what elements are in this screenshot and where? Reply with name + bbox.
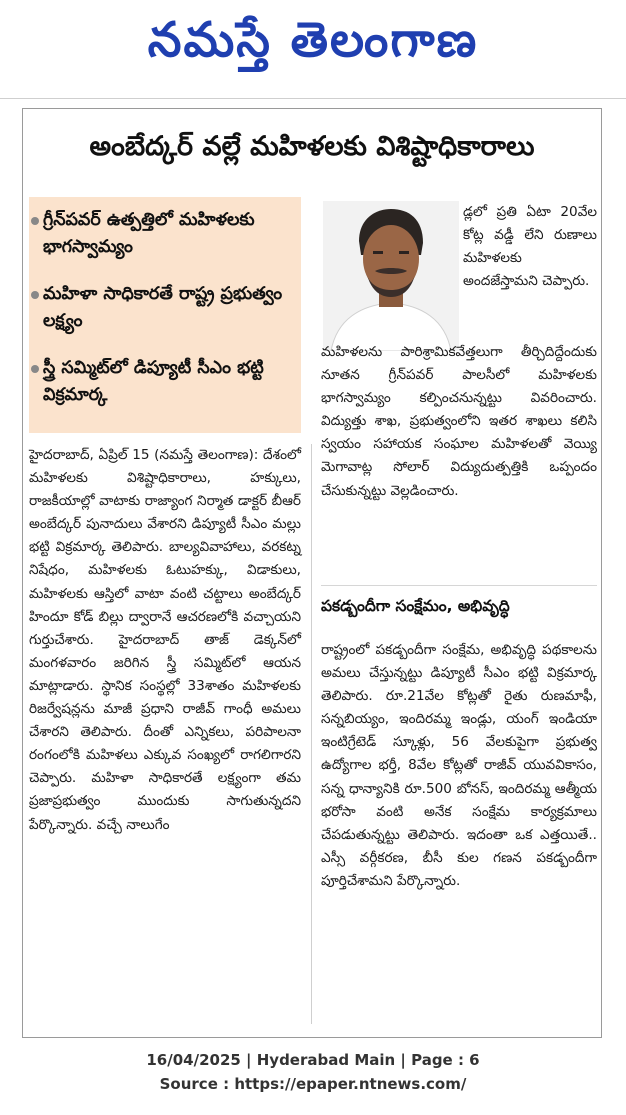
section-divider bbox=[321, 585, 597, 586]
person-portrait-icon bbox=[323, 201, 459, 351]
bullet-icon bbox=[31, 217, 39, 225]
page-footer bbox=[0, 1048, 626, 1096]
portrait-photo bbox=[323, 201, 459, 351]
article-headline: అంబేద్కర్ వల్లే మహిళలకు విశిష్టాధికారాలు bbox=[89, 131, 535, 162]
article-body-right: మహిళలను పారిశ్రామికవేత్తలుగా తీర్చిదిద్దేందుకు నూతన గ్రీన్‌పవర్ పాలసీలో మహిళలకు భాగస్వామ్యం కల్పించనున్నట్టు వివరించారు. విద్యుత్తు శాఖ, ప్రభుత్వంలోని ఇతర శాఖలు కలిసి స్వయం సహాయక సంఘాల మహిళలతో వెయ్యి మెగావాట్ల సోలార్ విద్యుదుత్పత్తికి ఒప్పందం చేసుకున్నట్టు వెల్లడించారు. bbox=[321, 344, 597, 499]
masthead-title: నమస్తే తెలంగాణ bbox=[147, 12, 479, 68]
highlight-item bbox=[43, 207, 293, 261]
highlight-text: మహిళా సాధికారతే రాష్ట్ర ప్రభుత్వం లక్ష్యం bbox=[43, 284, 283, 331]
column-divider bbox=[311, 444, 312, 1024]
source-link[interactable]: Source : https://epaper.ntnews.com/ bbox=[159, 1075, 467, 1093]
bullet-icon bbox=[31, 291, 39, 299]
highlight-text: గ్రీన్‌పవర్ ఉత్పత్తిలో మహిళలకు భాగస్వామ్యం bbox=[43, 210, 255, 257]
section-subheading: పకడ్బందీగా సంక్షేమం, అభివృద్ధి bbox=[321, 597, 510, 615]
highlights-box bbox=[29, 197, 301, 433]
article-body-right-2: రాష్ట్రంలో పకడ్బందీగా సంక్షేమ, అభివృద్ధి పథకాలను అమలు చేస్తున్నట్టు డిప్యూటీ సీఎం భట్టి విక్రమార్క తెలిపారు. రూ.21వేల కోట్లతో రైతు రుణమాఫీ, సన్నబియ్యం, ఇందిరమ్మ ఇండ్లు, యంగ్ ఇండియా ఇంటిగ్రేటెడ్ స్కూళ్లు, 56 వేలకుపైగా ప్రభుత్వ ఉద్యోగాల భర్తీ, 8వేల కోట్లతో రాజీవ్ యువవికాసం, సన్న ధాన్యానికి రూ.500 బోనస్, ఇందిరమ్మ ఆత్మీయ భరోసా వంటి అనేక సంక్షేమ కార్యక్రమాలు చేపడుతున్నట్టు తెలిపారు. ఇదంతా ఒక ఎత్తయితే.. ఎస్సీ వర్గీకరణ, బీసీ కుల గణన పకడ్బందీగా పూర్తిచేశామని పేర్కొన్నారు. bbox=[321, 642, 597, 889]
masthead bbox=[0, 0, 626, 92]
edition-info: 16/04/2025 | Hyderabad Main | Page : 6 bbox=[146, 1051, 480, 1069]
masthead-divider bbox=[0, 98, 626, 99]
bullet-icon bbox=[31, 365, 39, 373]
highlight-item bbox=[43, 281, 293, 335]
highlight-item bbox=[43, 355, 293, 409]
highlight-text: స్త్రీ సమ్మిట్‌లో డిప్యూటీ సీఎం భట్టి విక్రమార్క bbox=[43, 358, 264, 405]
article-body-right-top: డ్లలో ప్రతి ఏటా 20వేల కోట్ల వడ్డీ లేని రుణాలు మహిళలకు అందజేస్తామని చెప్పారు. bbox=[463, 204, 597, 290]
article-body-left: హైదరాబాద్, ఏప్రిల్ 15 (నమస్తే తెలంగాణ): దేశంలో మహిళలకు విశిష్టాధికారాలు, హక్కులు, రాజకీయాల్లో వాటాకు రాజ్యాంగ నిర్మాత డాక్టర్ బీఆర్ అంబేద్కర్ పునాదులు వేశారని డిప్యూటీ సీఎం మల్లు భట్టి విక్రమార్క తెలిపారు. బాల్యవివాహాలు, వరకట్న నిషేధం, మహిళలకు ఓటుహక్కు, విడాకులు, మహిళలకు ఆస్తిలో వాటా వంటి చట్టాలు అంబేద్కర్ హిందూ కోడ్ బిల్లు ద్వారానే ఆచరణలోకి వచ్చాయని గుర్తుచేశారు. హైదరాబాద్ తాజ్ డెక్కన్‌లో మంగళవారం జరిగిన స్త్రీ సమ్మిట్‌లో ఆయన మాట్లాడారు. స్థానిక సంస్థల్లో 33శాతం మహిళలకు రిజర్వేషన్లను మాజీ ప్రధాని రాజీవ్ గాంధీ అమలు చేశారని తెలిపారు. దీంతో ఎన్నికలు, పరిపాలనా రంగంలోకి మహిళలు ఎక్కువ సంఖ్యలో రాగలిగారని చెప్పారు. మహిళా సాధికారతే లక్ష్యంగా తమ ప్రజాప్రభుత్వం ముందుకు సాగుతున్నదని పేర్కొన్నారు. వచ్చే నాలుగేం bbox=[29, 447, 301, 833]
article-clipping bbox=[22, 108, 602, 1038]
